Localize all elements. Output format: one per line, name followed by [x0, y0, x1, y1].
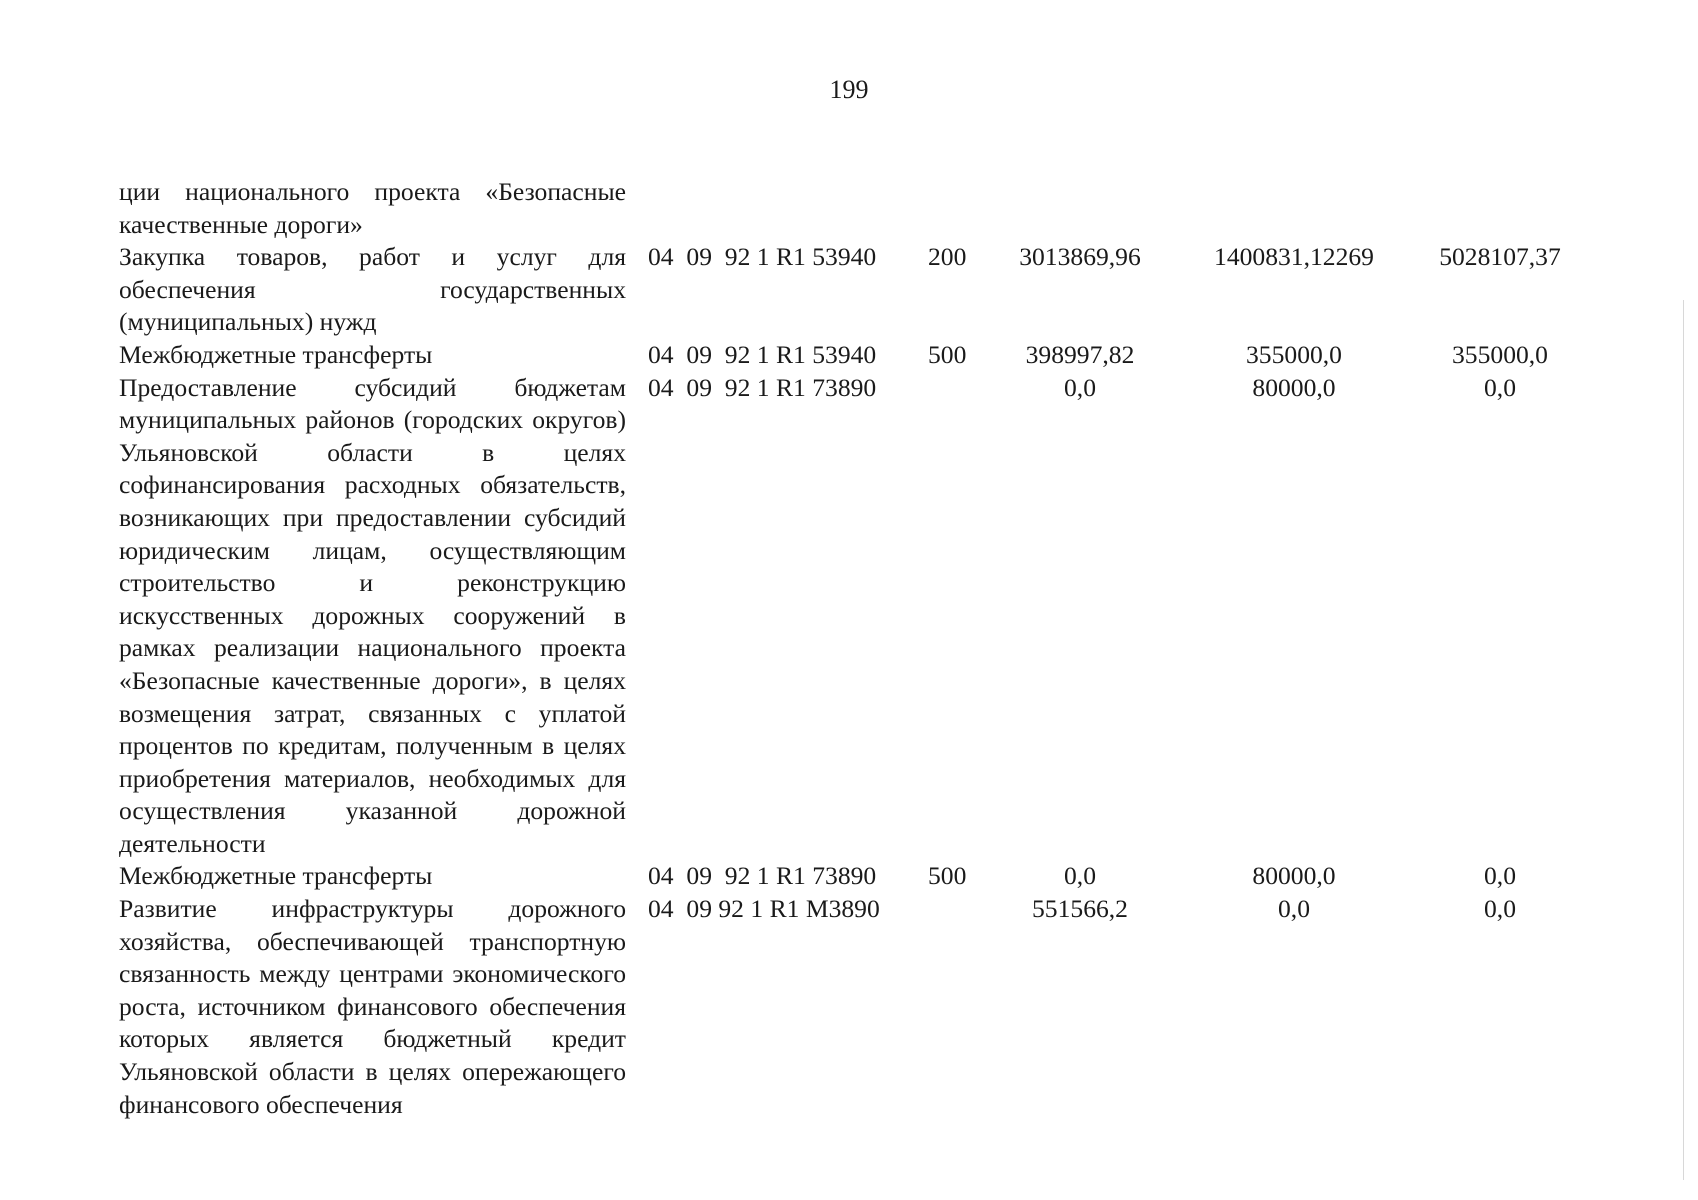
row-description: Развитие инфраструктуры дорожного хозяйства, обеспечивающей транспортную связанность между центрами экономического роста, источником финансового обеспечения которых является бюджетный кредит Ульяновской области в целях опережающего финансового обеспечения	[119, 894, 626, 1119]
row-description: ции национального проекта «Безопасные качественные дороги»	[119, 177, 626, 239]
row-value-2: 1400831,12269	[1214, 242, 1374, 272]
table-row	[0, 860, 1698, 893]
row-codes: 04 09 92 1 R1 53940	[648, 339, 877, 369]
row-value-2: 80000,0	[1252, 372, 1336, 402]
budget-table	[0, 176, 1698, 1121]
row-expense-type: 500	[928, 861, 967, 891]
row-value-2: 0,0	[1278, 894, 1310, 924]
row-value-1: 3013869,96	[1019, 242, 1141, 272]
row-value-3: 0,0	[1484, 372, 1516, 402]
row-codes: 04 09 92 1 R1 73890	[648, 861, 877, 891]
row-value-1: 0,0	[1064, 372, 1096, 402]
table-row	[0, 372, 1698, 861]
row-expense-type: 200	[928, 242, 967, 272]
row-description: Межбюджетные трансферты	[119, 339, 433, 369]
row-value-2: 80000,0	[1252, 861, 1336, 891]
row-value-1: 0,0	[1064, 861, 1096, 891]
row-codes: 04 09 92 1 R1 53940	[648, 242, 877, 272]
row-codes: 04 09 92 1 R1 73890	[648, 372, 877, 402]
row-value-3: 0,0	[1484, 861, 1516, 891]
row-value-3: 0,0	[1484, 894, 1516, 924]
row-value-1: 551566,2	[1032, 894, 1128, 924]
row-value-3: 5028107,37	[1439, 242, 1561, 272]
scan-edge-line	[1683, 300, 1684, 1180]
row-description: Предоставление субсидий бюджетам муниципальных районов (городских округов) Ульяновской области в целях софинансирования расходных обязательств, возникающих при предоставлении субсидий юридическим лицам, осуществляющим строительство и реконструкцию искусственных дорожных сооружений в рамках реализации национального проекта «Безопасные качественные дороги», в целях возмещения затрат, связанных с уплатой процентов по кредитам, полученным в целях приобретения материалов, необходимых для осуществления указанной дорожной деятельности	[119, 372, 626, 858]
row-value-3: 355000,0	[1452, 339, 1548, 369]
row-description: Закупка товаров, работ и услуг для обеспечения государственных (муниципальных) нужд	[119, 242, 626, 337]
row-value-2: 355000,0	[1246, 339, 1342, 369]
row-expense-type: 500	[928, 339, 967, 369]
page-number: 199	[829, 75, 869, 104]
table-row	[0, 893, 1698, 1121]
row-description: Межбюджетные трансферты	[119, 861, 433, 891]
table-row	[0, 176, 1698, 241]
row-value-1: 398997,82	[1025, 339, 1135, 369]
table-row	[0, 339, 1698, 372]
table-row	[0, 241, 1698, 339]
row-codes: 04 09 92 1 R1 M3890	[648, 894, 880, 924]
